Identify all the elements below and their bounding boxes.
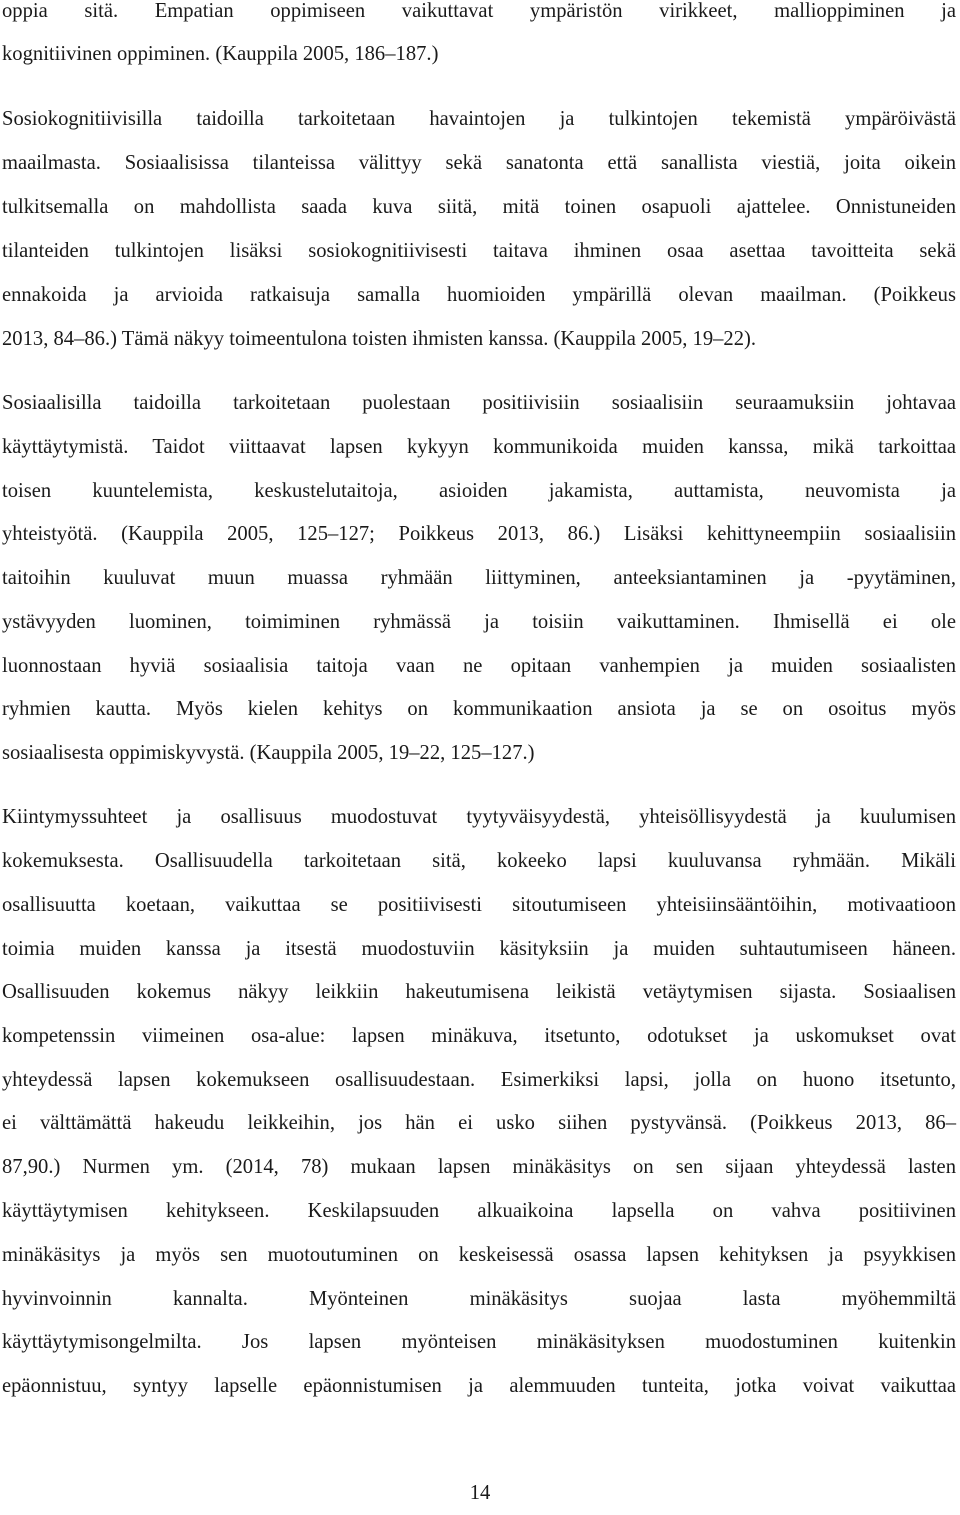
text-line: yhteistyötä. (Kauppila 2005, 125–127; Poikkeus 2013, 86.) Lisäksi kehittyneempiin sosiaalisiin bbox=[2, 523, 956, 545]
text-line: hyvinvoinnin kannalta. Myönteinen minäkäsitys suojaa lasta myöhemmiltä bbox=[2, 1288, 956, 1310]
text-line: luonnostaan hyviä sosiaalisia taitoja vaan ne opitaan vanhempien ja muiden sosiaalisten bbox=[2, 655, 956, 677]
text-line: toimia muiden kanssa ja itsestä muodostuviin käsityksiin ja muiden suhtautumiseen häneen. bbox=[2, 938, 956, 960]
text-line: taitoihin kuuluvat muun muassa ryhmään liittyminen, anteeksiantaminen ja -pyytäminen, bbox=[2, 567, 956, 589]
text-line: Osallisuuden kokemus näkyy leikkiin hakeutumisena leikistä vetäytymisen sijasta. Sosiaalisen bbox=[2, 981, 956, 1003]
text-line: sosiaalisesta oppimiskyvystä. (Kauppila 2005, 19–22, 125–127.) bbox=[2, 742, 535, 764]
text-line: 2013, 84–86.) Tämä näkyy toimeentulona toisten ihmisten kanssa. (Kauppila 2005, 19–22). bbox=[2, 328, 757, 350]
text-line: maailmasta. Sosiaalisissa tilanteissa välittyy sekä sanatonta että sanallista viestiä, joita oikein bbox=[2, 152, 956, 174]
text-line: Sosiokognitiivisilla taidoilla tarkoitetaan havaintojen ja tulkintojen tekemistä ympäröivästä bbox=[2, 108, 956, 130]
text-line: Sosiaalisilla taidoilla tarkoitetaan puolestaan positiivisiin sosiaalisiin seuraamuksiin johtavaa bbox=[2, 392, 956, 414]
text-line: osallisuutta koetaan, vaikuttaa se positiivisesti sitoutumiseen yhteisiinsääntöihin, motivaatioon bbox=[2, 894, 956, 916]
text-line: käyttäytymisen kehitykseen. Keskilapsuuden alkuaikoina lapsella on vahva positiivinen bbox=[2, 1200, 956, 1222]
text-line: tulkitsemalla on mahdollista saada kuva siitä, mitä toinen osapuoli ajattelee. Onnistuneiden bbox=[2, 196, 956, 218]
text-line: kognitiivinen oppiminen. (Kauppila 2005, 186–187.) bbox=[2, 43, 439, 65]
text-line: ei välttämättä hakeudu leikkeihin, jos hän ei usko siihen pystyvänsä. (Poikkeus 2013, 86– bbox=[2, 1112, 956, 1134]
text-line: kompetenssin viimeinen osa-alue: lapsen minäkuva, itsetunto, odotukset ja uskomukset ovat bbox=[2, 1025, 956, 1047]
text-line: yhteydessä lapsen kokemukseen osallisuudestaan. Esimerkiksi lapsi, jolla on huono itsetunto, bbox=[2, 1069, 956, 1091]
text-line: ystävyyden luominen, toimiminen ryhmässä ja toisiin vaikuttaminen. Ihmisellä ei ole bbox=[2, 611, 956, 633]
text-line: toisen kuuntelemista, keskustelutaitoja, asioiden jakamista, auttamista, neuvomista ja bbox=[2, 480, 956, 502]
text-line: Kiintymyssuhteet ja osallisuus muodostuvat tyytyväisyydestä, yhteisöllisyydestä ja kuulumisen bbox=[2, 806, 956, 828]
text-line: oppia sitä. Empatian oppimiseen vaikuttavat ympäristön virikkeet, mallioppiminen ja bbox=[2, 0, 956, 22]
text-line: käyttäytymisongelmilta. Jos lapsen myönteisen minäkäsityksen muodostuminen kuitenkin bbox=[2, 1331, 956, 1353]
text-line: ennakoida ja arvioida ratkaisuja samalla huomioiden ympärillä olevan maailman. (Poikkeus bbox=[2, 284, 956, 306]
text-line: käyttäytymistä. Taidot viittaavat lapsen kykyyn kommunikoida muiden kanssa, mikä tarkoittaa bbox=[2, 436, 956, 458]
text-line: minäkäsitys ja myös sen muotoutuminen on keskeisessä osassa lapsen kehityksen ja psyykkisen bbox=[2, 1244, 956, 1266]
text-line: ryhmien kautta. Myös kielen kehitys on kommunikaation ansiota ja se on osoitus myös bbox=[2, 698, 956, 720]
text-line: kokemuksesta. Osallisuudella tarkoitetaan sitä, kokeeko lapsi kuuluvansa ryhmään. Mikäli bbox=[2, 850, 956, 872]
page-number: 14 bbox=[469, 1482, 491, 1504]
text-line: tilanteiden tulkintojen lisäksi sosiokognitiivisesti taitava ihminen osaa asettaa tavoitteita sekä bbox=[2, 240, 956, 262]
text-line: 87,90.) Nurmen ym. (2014, 78) mukaan lapsen minäkäsitys on sen sijaan yhteydessä lasten bbox=[2, 1156, 956, 1178]
text-line: epäonnistuu, syntyy lapselle epäonnistumisen ja alemmuuden tunteita, jotka voivat vaikuttaa bbox=[2, 1375, 956, 1397]
